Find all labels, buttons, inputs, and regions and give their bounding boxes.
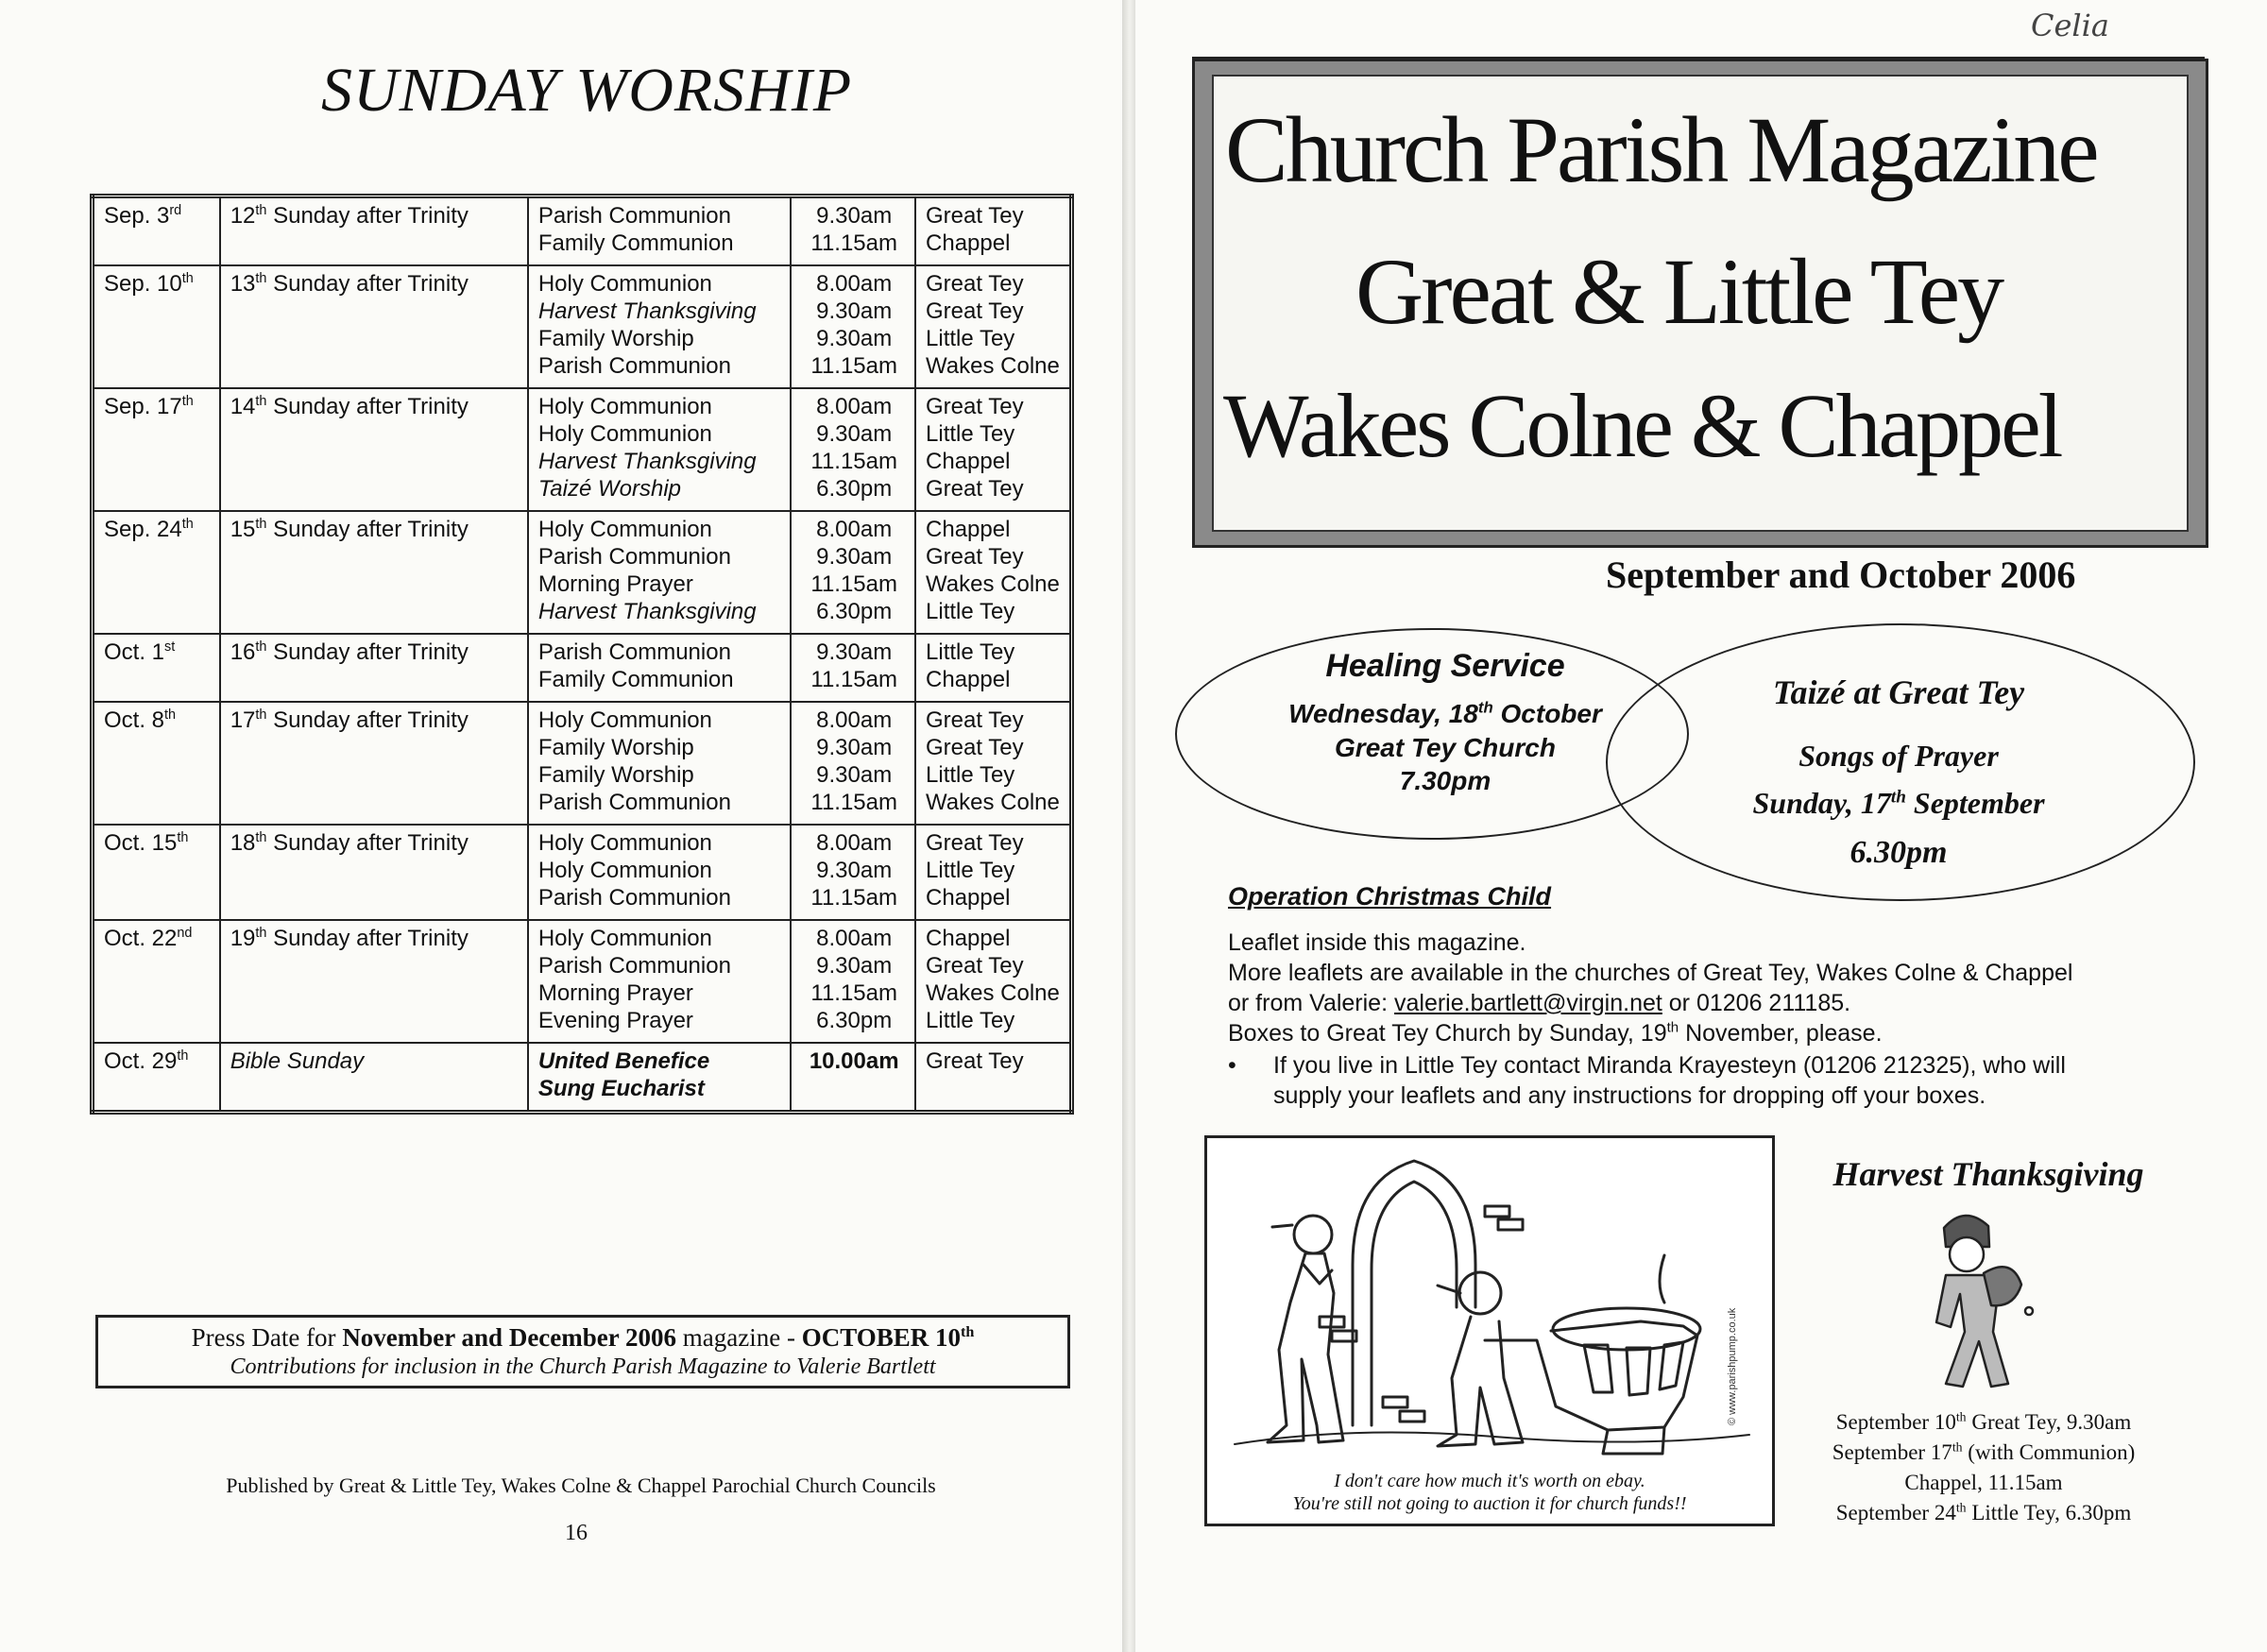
harvest-line	[1785, 1498, 2182, 1528]
occ-line-3-post: or 01206 211185.	[1662, 990, 1851, 1016]
sunday-num: 15	[230, 517, 256, 542]
place-text: Chappel	[926, 667, 1011, 692]
harvest-title: Harvest Thanksgiving	[1832, 1155, 2144, 1193]
service-cell	[528, 920, 792, 1043]
worship-row	[93, 920, 1072, 1043]
time-text: 9.30am	[816, 762, 893, 788]
taize-date-pre: Sunday, 17	[1752, 786, 1891, 820]
harvest-line	[1785, 1468, 2182, 1498]
healing-time: 7.30pm	[1399, 766, 1491, 795]
press-deadline-sup: th	[961, 1323, 975, 1340]
published-by: Published by Great & Little Tey, Wakes Colne & Chappel Parochial Church Councils	[226, 1473, 936, 1497]
sunday-rest: Sunday after Trinity	[266, 271, 469, 297]
service-text: Taizé Worship	[537, 476, 681, 502]
occ-bullet-line-2: supply your leaflets and any instructions for dropping off your boxes.	[1273, 1082, 1986, 1109]
service-text: Evening Prayer	[537, 1008, 693, 1033]
place-text: Wakes Colne	[926, 571, 1060, 597]
service-text: Harvest Thanksgiving	[537, 449, 757, 474]
place-text: Great Tey	[926, 735, 1024, 760]
service-text: Morning Prayer	[537, 980, 693, 1006]
sunday-num: 13	[230, 271, 256, 297]
place-text: Wakes Colne	[926, 353, 1060, 379]
date-sup: th	[181, 271, 194, 286]
place-cell	[915, 196, 1071, 266]
harvest-pre: September 24	[1835, 1501, 1956, 1524]
cartoon-caption-1: I don't care how much it's worth on ebay.	[1334, 1471, 1645, 1491]
place-text: Great Tey	[926, 271, 1024, 297]
harvest-pre: September 17	[1832, 1440, 1952, 1464]
worship-row	[93, 1043, 1072, 1113]
time-cell	[791, 825, 915, 920]
place-cell	[915, 388, 1071, 511]
sunday-rest: Sunday after Trinity	[266, 517, 469, 542]
occ-line-3	[1228, 990, 1850, 1017]
date-sup: th	[181, 394, 194, 409]
healing-date-post: October	[1492, 699, 1602, 728]
date-text: Sep. 24	[104, 517, 182, 542]
place-cell	[915, 1043, 1071, 1113]
service-text: Holy Communion	[537, 926, 712, 951]
harvest-post: (with Communion)	[1962, 1440, 2136, 1464]
date-text: Oct. 22	[104, 926, 178, 951]
service-text: Morning Prayer	[537, 571, 693, 597]
sunday-num: 18	[230, 830, 256, 856]
date-cell	[93, 511, 220, 634]
service-text: Parish Communion	[537, 639, 731, 665]
time-cell	[791, 634, 915, 702]
cartoon-credit: © www.parishpump.co.uk	[1727, 1307, 1738, 1425]
place-text: Chappel	[926, 517, 1011, 542]
place-cell	[915, 265, 1071, 388]
sunday-sup: th	[255, 517, 267, 532]
worship-row	[93, 825, 1072, 920]
sunday-sup: th	[255, 830, 267, 845]
healing-title: Healing Service	[1325, 648, 1565, 684]
time-text: 9.30am	[816, 639, 893, 665]
time-cell	[791, 1043, 915, 1113]
time-text: 10.00am	[809, 1048, 899, 1074]
time-text: 11.15am	[810, 667, 897, 692]
sunday-rest: Sunday after Trinity	[266, 394, 469, 419]
date-sup: st	[164, 639, 176, 655]
date-text: Oct. 29	[104, 1048, 178, 1074]
service-text: Sung Eucharist	[537, 1076, 705, 1101]
time-text: 8.00am	[816, 271, 893, 297]
handwritten-note: Celia	[2031, 8, 2109, 43]
email-link[interactable]: valerie.bartlett@virgin.net	[1393, 990, 1662, 1016]
time-cell	[791, 196, 915, 266]
service-text: Family Worship	[537, 326, 694, 351]
cartoon	[1204, 1135, 1775, 1526]
worship-row	[93, 196, 1072, 266]
healing-place: Great Tey Church	[1335, 733, 1556, 762]
time-cell	[791, 920, 915, 1043]
time-text: 9.30am	[816, 326, 893, 351]
place-text: Little Tey	[926, 326, 1015, 351]
harvest-pre: September 10	[1835, 1410, 1956, 1434]
taize-subtitle: Songs of Prayer	[1798, 739, 1999, 773]
harvest-post: Little Tey, 6.30pm	[1966, 1501, 2132, 1524]
time-text: 9.30am	[816, 203, 893, 229]
sunday-rest: Sunday after Trinity	[266, 203, 469, 229]
sunday-cell	[220, 920, 528, 1043]
occ-line-1: Leaflet inside this magazine.	[1228, 929, 1526, 956]
time-text: 11.15am	[810, 885, 897, 911]
sunday-sup: th	[255, 926, 267, 941]
taize-date-sup: th	[1890, 787, 1906, 808]
time-text: 9.30am	[816, 735, 893, 760]
masthead-line-2: Great & Little Tey	[1355, 239, 2003, 344]
time-text: 6.30pm	[816, 1008, 893, 1033]
sunday-num: 14	[230, 394, 256, 419]
service-text: Holy Communion	[537, 707, 712, 733]
sunday-cell	[220, 265, 528, 388]
taize-title: Taizé at Great Tey	[1772, 673, 2025, 711]
place-text: Great Tey	[926, 394, 1024, 419]
masthead-panel	[1212, 75, 2189, 532]
time-text: 9.30am	[816, 421, 893, 447]
date-cell	[93, 920, 220, 1043]
occ-line-3-pre: or from Valerie:	[1228, 990, 1394, 1016]
service-text: Family Communion	[537, 230, 734, 256]
place-text: Great Tey	[926, 544, 1024, 570]
time-text: 8.00am	[816, 926, 893, 951]
date-cell	[93, 388, 220, 511]
place-text: Wakes Colne	[926, 980, 1060, 1006]
place-text: Little Tey	[926, 599, 1015, 624]
date-cell	[93, 634, 220, 702]
date-text: Oct. 8	[104, 707, 165, 733]
sunday-rest: Sunday after Trinity	[266, 830, 469, 856]
service-cell	[528, 1043, 792, 1113]
date-sup: th	[164, 707, 177, 723]
healing-date-sup: th	[1477, 698, 1493, 717]
service-text: Holy Communion	[537, 421, 712, 447]
service-text: Holy Communion	[537, 830, 712, 856]
harvest-pre: Chappel, 11.15am	[1904, 1471, 2063, 1494]
press-mid: magazine -	[676, 1323, 802, 1352]
sunday-cell	[220, 825, 528, 920]
harvest-sup: th	[1955, 1500, 1967, 1515]
service-cell	[528, 702, 792, 825]
time-cell	[791, 265, 915, 388]
date-cell	[93, 702, 220, 825]
service-text: Parish Communion	[537, 953, 731, 979]
date-sup: rd	[169, 203, 182, 218]
service-text: Parish Communion	[537, 203, 731, 229]
service-cell	[528, 196, 792, 266]
service-text: Holy Communion	[537, 858, 712, 883]
time-text: 9.30am	[816, 858, 893, 883]
service-text: Parish Communion	[537, 885, 731, 911]
service-text: Family Worship	[537, 762, 694, 788]
press-date-box	[95, 1315, 1070, 1388]
occ-line-4-sup: th	[1666, 1019, 1679, 1036]
harvest-list	[1785, 1407, 2182, 1528]
date-sup: th	[177, 1048, 189, 1064]
harvest-post: Great Tey, 9.30am	[1966, 1410, 2132, 1434]
place-cell	[915, 920, 1071, 1043]
place-text: Little Tey	[926, 762, 1015, 788]
time-text: 8.00am	[816, 830, 893, 856]
service-text: Parish Communion	[537, 790, 731, 815]
time-text: 11.15am	[810, 449, 897, 474]
place-text: Little Tey	[926, 421, 1015, 447]
sunday-sup: th	[255, 271, 267, 286]
time-text: 11.15am	[810, 571, 897, 597]
worship-row	[93, 634, 1072, 702]
time-text: 8.00am	[816, 517, 893, 542]
sunday-num: 16	[230, 639, 256, 665]
place-text: Great Tey	[926, 953, 1024, 979]
time-cell	[791, 511, 915, 634]
service-text: Family Communion	[537, 667, 734, 692]
date-text: Sep. 17	[104, 394, 182, 419]
place-text: Great Tey	[926, 830, 1024, 856]
contributions-line: Contributions for inclusion in the Church Parish Magazine to Valerie Bartlett	[230, 1354, 936, 1379]
healing-date-pre: Wednesday, 18	[1288, 699, 1478, 728]
place-text: Great Tey	[926, 203, 1024, 229]
masthead-line-1: Church Parish Magazine	[1225, 97, 2097, 202]
service-cell	[528, 634, 792, 702]
time-text: 8.00am	[816, 394, 893, 419]
time-text: 9.30am	[816, 544, 893, 570]
date-sup: nd	[177, 926, 193, 941]
occ-bullet-mark: •	[1228, 1052, 1236, 1079]
time-text: 11.15am	[810, 980, 897, 1006]
place-cell	[915, 634, 1071, 702]
sunday-cell	[220, 388, 528, 511]
place-text: Great Tey	[926, 707, 1024, 733]
harvest-sup: th	[1952, 1439, 1963, 1455]
date-text: Sep. 10	[104, 271, 182, 297]
taize-time: 6.30pm	[1849, 835, 1948, 870]
place-text: Little Tey	[926, 1008, 1015, 1033]
press-date-line	[98, 1323, 1067, 1353]
sunday-worship-title: SUNDAY WORSHIP	[321, 56, 853, 125]
service-text: Holy Communion	[537, 517, 712, 542]
time-text: 9.30am	[816, 298, 893, 324]
sunday-text: Bible Sunday	[230, 1048, 365, 1074]
harvest-figure-drawing	[1908, 1200, 2040, 1398]
sunday-sup: th	[255, 707, 267, 723]
service-text: Parish Communion	[537, 544, 731, 570]
service-text: United Benefice	[537, 1048, 710, 1074]
sunday-rest: Sunday after Trinity	[266, 707, 469, 733]
place-text: Wakes Colne	[926, 790, 1060, 815]
time-text: 11.15am	[810, 353, 897, 379]
place-cell	[915, 511, 1071, 634]
place-text: Little Tey	[926, 639, 1015, 665]
page-number: 16	[565, 1521, 588, 1545]
service-text: Family Worship	[537, 735, 694, 760]
service-cell	[528, 388, 792, 511]
place-text: Chappel	[926, 230, 1011, 256]
sunday-sup: th	[255, 639, 267, 655]
date-cell	[93, 1043, 220, 1113]
sunday-cell	[220, 511, 528, 634]
place-text: Great Tey	[926, 298, 1024, 324]
cartoon-drawing	[1211, 1142, 1768, 1473]
worship-row	[93, 511, 1072, 634]
sunday-cell	[220, 634, 528, 702]
worship-row	[93, 388, 1072, 511]
worship-row	[93, 265, 1072, 388]
occ-bullet-line-1: If you live in Little Tey contact Miranda Krayesteyn (01206 212325), who will	[1273, 1052, 2066, 1079]
service-text: Harvest Thanksgiving	[537, 599, 757, 624]
occ-line-4	[1228, 1020, 1883, 1047]
harvest-sup: th	[1955, 1409, 1967, 1424]
place-text: Great Tey	[926, 1048, 1024, 1074]
service-text: Harvest Thanksgiving	[537, 298, 757, 324]
worship-row	[93, 702, 1072, 825]
occ-line-4-post: November, please.	[1679, 1020, 1883, 1047]
cartoon-caption-2: You're still not going to auction it for church funds!!	[1292, 1493, 1687, 1514]
occ-line-2: More leaflets are available in the churches of Great Tey, Wakes Colne & Chappel	[1228, 960, 2073, 986]
harvest-line	[1785, 1407, 2182, 1438]
press-pre: Press Date for	[191, 1323, 343, 1352]
taize-date-post: September	[1905, 786, 2045, 820]
time-text: 8.00am	[816, 707, 893, 733]
date-text: Sep. 3	[104, 203, 170, 229]
time-cell	[791, 388, 915, 511]
date-sup: th	[181, 517, 194, 532]
service-cell	[528, 511, 792, 634]
issue-date: September and October 2006	[1606, 554, 2076, 596]
time-text: 6.30pm	[816, 476, 893, 502]
time-cell	[791, 702, 915, 825]
place-cell	[915, 702, 1071, 825]
occ-title: Operation Christmas Child	[1228, 882, 1552, 911]
worship-table	[90, 194, 1074, 1115]
healing-date	[1228, 699, 1662, 729]
sunday-rest: Sunday after Trinity	[266, 926, 469, 951]
taize-date	[1662, 786, 2135, 821]
place-text: Chappel	[926, 885, 1011, 911]
sunday-cell	[220, 702, 528, 825]
date-cell	[93, 825, 220, 920]
place-cell	[915, 825, 1071, 920]
time-text: 11.15am	[810, 230, 897, 256]
sunday-cell	[220, 196, 528, 266]
sunday-cell	[220, 1043, 528, 1113]
time-text: 9.30am	[816, 953, 893, 979]
occ-line-4-pre: Boxes to Great Tey Church by Sunday, 19	[1228, 1020, 1667, 1047]
service-text: Holy Communion	[537, 271, 712, 297]
place-text: Chappel	[926, 926, 1011, 951]
date-text: Oct. 15	[104, 830, 178, 856]
sunday-rest: Sunday after Trinity	[266, 639, 469, 665]
time-text: 6.30pm	[816, 599, 893, 624]
place-text: Little Tey	[926, 858, 1015, 883]
service-cell	[528, 825, 792, 920]
sunday-num: 12	[230, 203, 256, 229]
sunday-sup: th	[255, 394, 267, 409]
harvest-line	[1785, 1438, 2182, 1468]
date-sup: th	[177, 830, 189, 845]
place-text: Great Tey	[926, 476, 1024, 502]
masthead-line-3: Wakes Colne & Chappel	[1223, 375, 2061, 476]
date-text: Oct. 1	[104, 639, 165, 665]
sunday-sup: th	[255, 203, 267, 218]
place-text: Chappel	[926, 449, 1011, 474]
press-deadline: OCTOBER 10	[801, 1323, 961, 1352]
date-cell	[93, 196, 220, 266]
date-cell	[93, 265, 220, 388]
time-text: 11.15am	[810, 790, 897, 815]
service-text: Holy Communion	[537, 394, 712, 419]
service-text: Parish Communion	[537, 353, 731, 379]
sunday-num: 17	[230, 707, 256, 733]
sunday-num: 19	[230, 926, 256, 951]
service-cell	[528, 265, 792, 388]
press-months: November and December 2006	[342, 1323, 677, 1352]
masthead	[1192, 59, 2208, 548]
